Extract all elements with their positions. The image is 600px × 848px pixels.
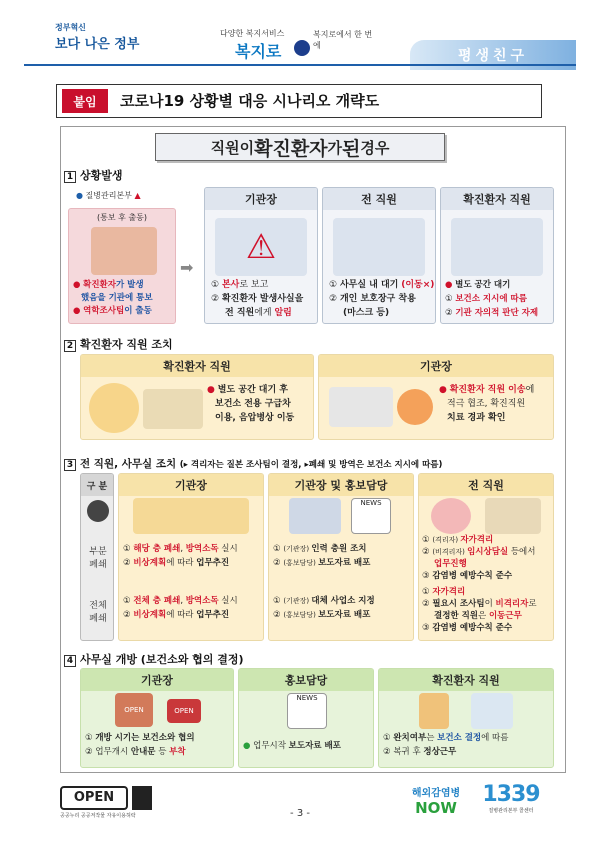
section-3-heading: 3 전 직원, 사무실 조치 (▸ 격리자는 질본 조사팀이 결정, ▸폐쇄 및 방역은 보건소 지시에 따름) [64, 456, 442, 471]
target-person-icon [89, 383, 139, 433]
desk-worker-icon [485, 498, 541, 534]
bokjiro-main-text: 복지로 [235, 42, 282, 61]
s4-head-card: 기관장 OPEN OPEN ① 개방 시기는 보건소와 협의 ② 업무개시 안내문 등 부착 [80, 668, 234, 768]
news-icon: NEWS [351, 498, 391, 534]
s2-head-card: 기관장 ● 확진환자 직원 이송에 적극 협조, 확진직원 치료 경과 확인 [318, 354, 554, 440]
s3-head-col: 기관장 ① 해당 층 폐쇄, 방역소독 실시 ② 비상계획에 따라 업무추진 ① 전체 층 폐쇄, 방역소독 실시 ② 비상계획에 따라 업무추진 [118, 473, 264, 641]
masked-people-icon [333, 218, 425, 276]
bokjiro-logo [210, 20, 380, 64]
bokjiro-small-text: 다양한 복지서비스 [220, 29, 285, 38]
s1-all-staff-card: 전 직원 ① 사무실 내 대기 (이동×) ② 개인 보호장구 착용 (마스크 등) [322, 187, 436, 324]
tagline-badge: 평생친구 [410, 40, 576, 70]
hospital-bed-icon [143, 389, 203, 429]
siren-icon: ▲ [134, 191, 141, 200]
open-sign-icon: OPEN [115, 693, 153, 727]
section-4-heading: 4 사무실 개방 (보건소와 협의 결정) [64, 651, 244, 667]
s4-patient-card: 확진환자 직원 ① 완치여부는 보건소 결정에 따름 ② 복귀 후 정상근무 [378, 668, 554, 768]
section-2-heading: 2 확진환자 직원 조치 [64, 336, 173, 352]
kcdc-label: ● 질병관리본부 ▲ [76, 191, 141, 200]
case-title: 직원이 확진환자 가 된 경우 [155, 133, 445, 161]
by-icon [132, 786, 152, 810]
callcenter-logo: 1339 질병관리본부 콜센터 [482, 782, 540, 814]
attachment-badge: 붙임 [62, 89, 108, 113]
bokjiro-dot-icon [294, 40, 310, 56]
s3-staff-col: 전 직원 ① (격리자) 자가격리 ② (비격리자) 임시상담실 등에서 업무진행 ③ 감염병 예방수칙 준수 ① 자가격리 ② 필요시 조사팀이 비격리자로 결정한 직원은 이동근무 ③ 감염병 예방수칙 준수 [418, 473, 554, 641]
gov-innovation-logo [55, 22, 145, 62]
phone-icon [397, 389, 433, 425]
arrow-icon: ➡ [180, 258, 194, 277]
barrier-and-hazmat-icon [133, 498, 249, 534]
open-license-logo: OPEN 공공누리 공공저작물 자유이용허락 [60, 786, 160, 822]
speech-icon [87, 500, 109, 522]
news-icon: NEWS [287, 693, 327, 729]
open-board-icon: OPEN [167, 699, 201, 723]
isolated-worker-icon [451, 218, 543, 276]
bokjiro-right-text: 복지로에서 한 번에 [313, 30, 373, 50]
page-number: - 3 - [290, 808, 310, 819]
taegeuk-icon: ● [76, 191, 83, 200]
s2-patient-card: 확진환자 직원 ● 별도 공간 대기 후 보건소 전용 구급차 이용, 음압병상 이동 [80, 354, 314, 440]
overseas-infection-logo: 해외감염병 NOW [411, 788, 461, 817]
investigators-icon [91, 227, 157, 275]
logo-main-text: 보다 나은 정부 [55, 37, 140, 52]
warning-sign-icon: ⚠ [215, 218, 307, 276]
building-icon [289, 498, 341, 534]
s4-pr-card: 홍보담당 NEWS ● 업무시작 보도자료 배포 [238, 668, 374, 768]
ambulance-icon [329, 387, 393, 427]
logo-small-text: 정부혁신 [55, 23, 86, 32]
row-header-col: 구 분 부분 폐쇄 전체 폐쇄 [80, 473, 114, 641]
s1-patient-card: 확진환자 직원 ● 별도 공간 대기 ① 보건소 지시에 따름 ② 기관 자의적 판단 자제 [440, 187, 554, 324]
situation-card: (통보 후 출동) ● 확진환자가 발생 했음을 기관에 통보 ● 역학조사팀이 출동 [68, 208, 176, 324]
s1-head-card: 기관장 ⚠ ① 본사로 보고 ② 확진환자 발생사실을 전 직원에게 알림 [204, 187, 318, 324]
isolation-group-icon [431, 498, 471, 534]
recovered-person-icon [419, 693, 449, 729]
pharmacy-icon [471, 693, 513, 729]
page-title: 코로나19 상황별 대응 시나리오 개략도 [120, 92, 380, 110]
s3-pr-col: 기관장 및 홍보담당 NEWS ① (기관장) 인력 충원 조치 ② (홍보담당) 보도자료 배포 ① (기관장) 대체 사업소 지정 ② (홍보담당) 보도자료 배포 [268, 473, 414, 641]
header-divider [24, 64, 576, 66]
section-1-heading: 1 상황발생 [64, 167, 123, 183]
